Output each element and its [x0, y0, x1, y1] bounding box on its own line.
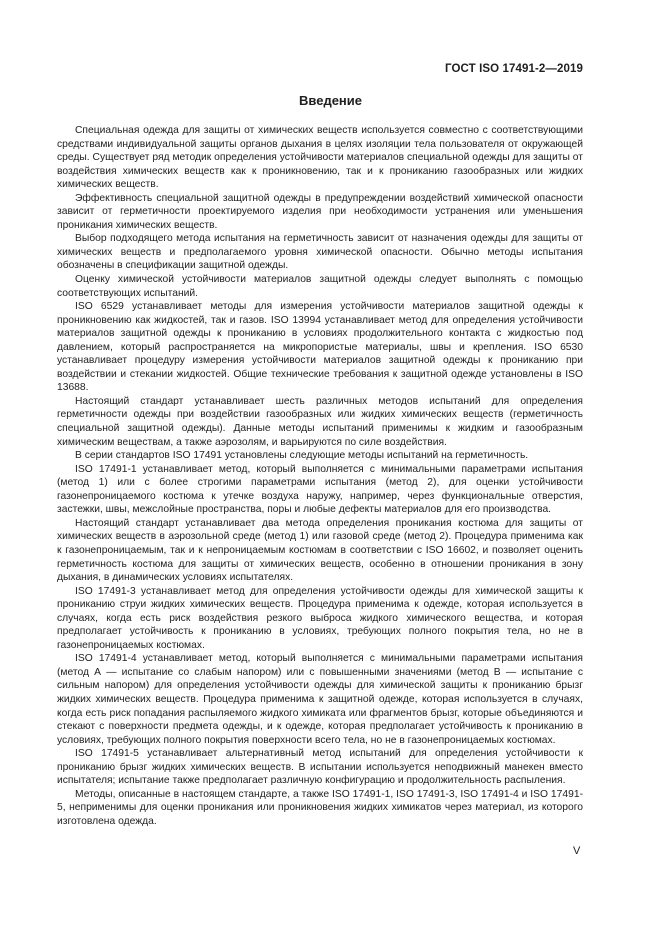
- paragraph: Выбор подходящего метода испытания на герметичность зависит от назначения одежды для защиты от химических веществ и предполагаемого уровня химической опасности. Обычно методы испытания обозначены в спецификации защитной одежды.: [57, 233, 583, 272]
- paragraph: Оценку химической устойчивости материалов защитной одежды следует выполнять с помощью соответствующих испытаний.: [57, 274, 583, 299]
- paragraph: ISO 6529 устанавливает методы для измерения устойчивости материалов защитной одежды к проникновению как жидкостей, так и газов. ISO 13994 устанавливает метод для определения устойчивости материалов защитной одежды к прониканию в условиях продолжительного контакта с жидкостью под давлением, который распространяется на микропористые материалы, швы и крепления. ISO 6530 устанавливает процедуру измерения устойчивости материалов защитной одежды к прониканию при воздействии и стекании жидкостей. Общие технические требования к защитной одежде установлены в ISO 13688.: [57, 301, 583, 394]
- paragraph: Методы, описанные в настоящем стандарте, а также ISO 17491-1, ISO 17491-3, ISO 17491-4 и ISO 17491-5, неприменимы для оценки проникания или проникновения жидких химикатов через материал, из которого изготовлена одежда.: [57, 788, 583, 827]
- paragraph: ISO 17491-5 устанавливает альтернативный метод испытаний для определения устойчивости к прониканию брызг жидких химических веществ. В испытании используется неподвижный манекен вместо испытателя; испытание также предполагает различную конфигурацию и продолжительность распыления.: [57, 748, 583, 787]
- page-number: V: [573, 845, 581, 857]
- paragraph: Настоящий стандарт устанавливает два метода определения проникания костюма для защиты от химических веществ в аэрозольной среде (метод 1) или газовой среде (метод 2). Процедура применима как к газонепроницаемым, так и к непроницаемым костюмам в соответствии с ISO 16602, и позволяет оценить герметичность костюма для защиты от химических веществ, особенно в отношении проникания в зону дыхания, в динамических условиях испытателях.: [57, 517, 583, 584]
- standard-header: ГОСТ ISO 17491-2—2019: [445, 63, 583, 75]
- paragraph: ISO 17491-1 устанавливает метод, который выполняется с минимальными параметрами испытания (метод 1) или с более строгими параметрами испытания (метод 2), для оценки устойчивости газонепроницаемого костюма к утечке воздуха наружу, например, через функциональные отверстия, застежки, швы, межслойные пространства, поры и любые дефекты материалов для его производства.: [57, 463, 583, 516]
- paragraph: ISO 17491-3 устанавливает метод для определения устойчивости одежды для химической защиты к прониканию струи жидких химических веществ. Процедура применима к одежде, которая используется в случаях, когда есть риск воздействия резкого выброса жидкого химического вещества, и которая предполагает устойчивость к прониканию в условиях, требующих полного покрытия тела, но не в газонепроницаемых костюмах.: [57, 585, 583, 651]
- section-title: Введение: [299, 93, 362, 108]
- paragraph: Настоящий стандарт устанавливает шесть различных методов испытаний для определения герметичности одежды при воздействии газообразных или жидких химических веществ (герметичность специальной защитной одежды). Данные методы испытаний применимы к жидким и газообразным химическим веществам, а также аэрозолям, и варьируются по силе воздействия.: [57, 395, 583, 448]
- paragraph: ISO 17491-4 устанавливает метод, который выполняется с минимальными параметрами испытания (метод А — испытание со слабым напором) или с повышенными значениями (метод В — испытание с сильным напором) для определения устойчивости одежды для химической защиты к прониканию брызг жидких химических веществ. Процедура применима к защитной одежде, которая используется в случаях, когда есть риск попадания распыляемого жидкого химиката или фрагментов брызг, которые объединяются и стекают с поверхности предмета одежды, и к одежде, которая предполагает устойчивость к прониканию в условиях, требующих полного покрытия поверхности всего тела, но не в газонепроницаемых костюмах.: [57, 653, 583, 746]
- section-body: [57, 124, 583, 828]
- paragraph: Эффективность специальной защитной одежды в предупреждении воздействий химической опасности зависит от герметичности проектируемого изделия при необходимости устранения или уменьшения проникания химических веществ.: [57, 192, 583, 231]
- paragraph: Специальная одежда для защиты от химических веществ используется совместно с соответствующими средствами индивидуальной защиты органов дыхания в целях изоляции тела пользователя от окружающей среды. Существует ряд методик определения устойчивости материалов специальной одежды для защиты от воздействия химических веществ как к проникновению, так и к прониканию газообразных или жидких химических веществ.: [57, 125, 583, 191]
- paragraph: В серии стандартов ISO 17491 установлены следующие методы испытаний на герметичность.: [75, 450, 529, 462]
